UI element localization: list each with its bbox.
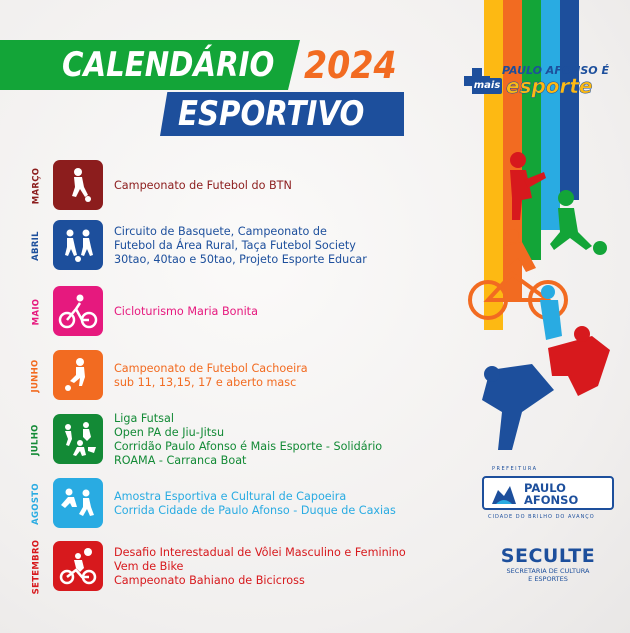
volleyball-bike-icon	[53, 541, 103, 591]
soccer-kick-icon	[53, 350, 103, 400]
seculte-name: SECULTE	[500, 545, 596, 567]
event-description	[114, 537, 406, 597]
prefeitura-name-line: AFONSO	[524, 493, 579, 507]
basketball-soccer-players-icon	[53, 220, 103, 270]
event-line: Liga Futsal	[114, 412, 174, 425]
runner-silhouette	[550, 190, 607, 255]
seculte-subtitle: E ESPORTES	[528, 575, 568, 583]
event-row-maio	[26, 282, 466, 342]
athlete-silhouette	[540, 285, 562, 340]
soccer-silhouette	[510, 152, 546, 220]
prefeitura-logo	[482, 466, 614, 526]
event-line: Desafio Interestadual de Vôlei Masculino e Feminino	[114, 546, 406, 559]
event-row-julho	[26, 410, 466, 470]
page-title: CALENDÁRIO	[62, 45, 275, 85]
paulo-afonso-mais-esporte-logo	[466, 64, 614, 104]
cyclist-icon	[53, 286, 103, 336]
event-line: Campeonato Bahiano de Bicicross	[114, 574, 305, 587]
event-line: sub 11, 13,15, 17 e aberto masc	[114, 376, 297, 389]
page-subtitle: ESPORTIVO	[178, 94, 365, 134]
month-label: JULHO	[31, 424, 42, 456]
logo-mais: mais	[472, 78, 502, 94]
multi-sport-icon	[53, 414, 103, 464]
sports-illustration	[462, 150, 622, 450]
event-line: Campeonato de Futebol Cachoeira	[114, 362, 308, 375]
month-label: SETEMBRO	[31, 539, 41, 595]
event-description	[114, 282, 258, 342]
month-label: JUNHO	[31, 359, 41, 393]
title-year: 2024	[304, 44, 397, 87]
seculte-logo	[488, 545, 608, 583]
logo-esporte: esporte	[506, 74, 593, 98]
event-line: Amostra Esportiva e Cultural de Capoeira	[114, 490, 347, 503]
month-label: MAIO	[31, 298, 42, 326]
judo-silhouette	[482, 326, 610, 450]
event-line: Cicloturismo Maria Bonita	[114, 305, 258, 318]
event-line: Open PA de Jiu-Jitsu	[114, 426, 225, 439]
event-row-setembro	[26, 537, 466, 597]
prefeitura-label: PREFEITURA	[492, 466, 538, 472]
prefeitura-slogan: CIDADE DO BRILHO DO AVANÇO	[488, 514, 595, 520]
event-row-junho	[26, 346, 466, 406]
seculte-subtitle: SECRETARIA DE CULTURA	[506, 567, 590, 575]
event-line: Campeonato de Futebol do BTN	[114, 179, 292, 192]
prefeitura-box	[482, 476, 614, 510]
waterfall-icon	[490, 482, 518, 506]
event-line: Vem de Bike	[114, 560, 184, 573]
event-line: ROAMA - Carranca Boat	[114, 454, 247, 467]
event-description	[114, 216, 367, 276]
event-description	[114, 346, 308, 406]
logo-tagline: PAULO AFONSO É	[502, 64, 610, 77]
month-label: MARÇO	[31, 167, 42, 205]
event-line: Corridão Paulo Afonso é Mais Esporte - Solidário	[114, 440, 383, 453]
capoeira-runner-icon	[53, 478, 103, 528]
event-description	[114, 474, 396, 534]
prefeitura-name	[524, 482, 578, 506]
prefeitura-name-line: PAULO	[524, 481, 566, 495]
event-line: Futebol da Área Rural, Taça Futebol Society	[114, 239, 356, 252]
month-label: AGOSTO	[31, 483, 42, 525]
event-line: Corrida Cidade de Paulo Afonso - Duque de Caxias	[114, 504, 396, 517]
event-row-marco	[26, 156, 466, 216]
month-label: ABRIL	[31, 231, 41, 261]
event-row-abril	[26, 216, 466, 276]
event-row-agosto	[26, 474, 466, 534]
event-description	[114, 156, 292, 216]
soccer-player-icon	[53, 160, 103, 210]
event-description	[114, 410, 382, 470]
event-line: Circuito de Basquete, Campeonato de	[114, 225, 327, 238]
event-line: 30tao, 40tao e 50tao, Projeto Esporte Educar	[114, 253, 367, 266]
